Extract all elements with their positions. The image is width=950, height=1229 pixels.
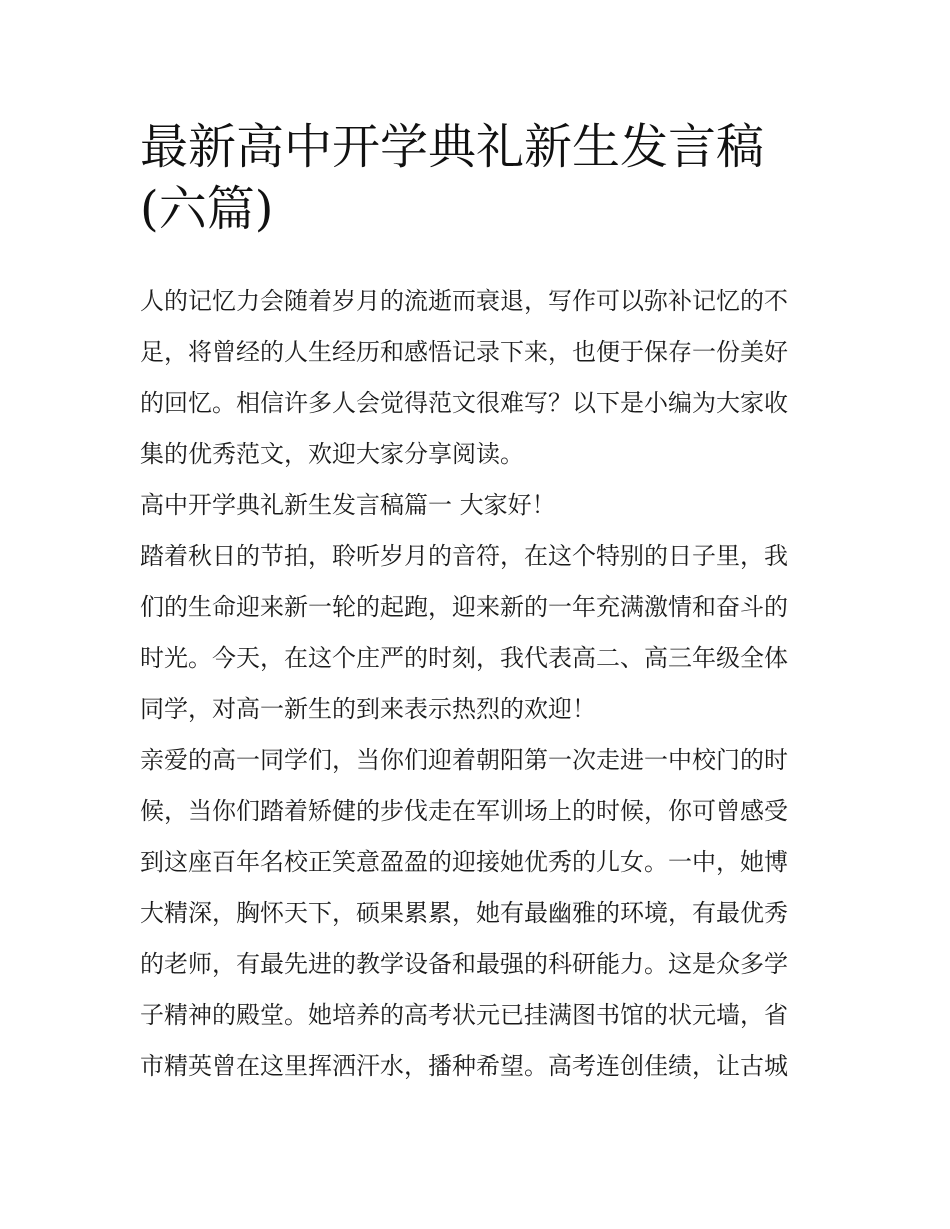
body-line: 子精神的殿堂。她培养的高考状元已挂满图书馆的状元墙，省 [140, 1001, 788, 1029]
document-title [140, 116, 820, 240]
body-line: 亲爱的高一同学们，当你们迎着朝阳第一次走进一中校门的时 [140, 746, 788, 774]
body-line: 时光。今天，在这个庄严的时刻，我代表高二、高三年级全体 [140, 644, 788, 672]
document-body [140, 276, 820, 1092]
body-line: 的回忆。相信许多人会觉得范文很难写？以下是小编为大家收 [140, 389, 788, 417]
body-line: 到这座百年名校正笑意盈盈的迎接她优秀的儿女。一中，她博 [140, 848, 788, 876]
body-line: 市精英曾在这里挥洒汗水，播种希望。高考连创佳绩，让古城 [140, 1052, 788, 1080]
body-line: 候，当你们踏着矫健的步伐走在军训场上的时候，你可曾感受 [140, 797, 788, 825]
body-line: 的老师，有最先进的教学设备和最强的科研能力。这是众多学 [140, 950, 788, 978]
title-line: (六篇) [140, 181, 274, 237]
body-line: 同学，对高一新生的到来表示热烈的欢迎！ [140, 695, 596, 723]
section-heading-line: 高中开学典礼新生发言稿篇一 大家好！ [140, 491, 556, 519]
body-line: 大精深，胸怀天下，硕果累累，她有最幽雅的环境，有最优秀 [140, 899, 788, 927]
body-line: 足，将曾经的人生经历和感悟记录下来，也便于保存一份美好 [140, 338, 788, 366]
body-line: 们的生命迎来新一轮的起跑，迎来新的一年充满激情和奋斗的 [140, 593, 788, 621]
body-line: 人的记忆力会随着岁月的流逝而衰退，写作可以弥补记忆的不 [140, 287, 788, 315]
body-line: 踏着秋日的节拍，聆听岁月的音符，在这个特别的日子里，我 [140, 542, 788, 570]
title-line: 最新高中开学典礼新生发言稿 [140, 119, 765, 175]
body-line: 集的优秀范文，欢迎大家分享阅读。 [140, 440, 524, 468]
